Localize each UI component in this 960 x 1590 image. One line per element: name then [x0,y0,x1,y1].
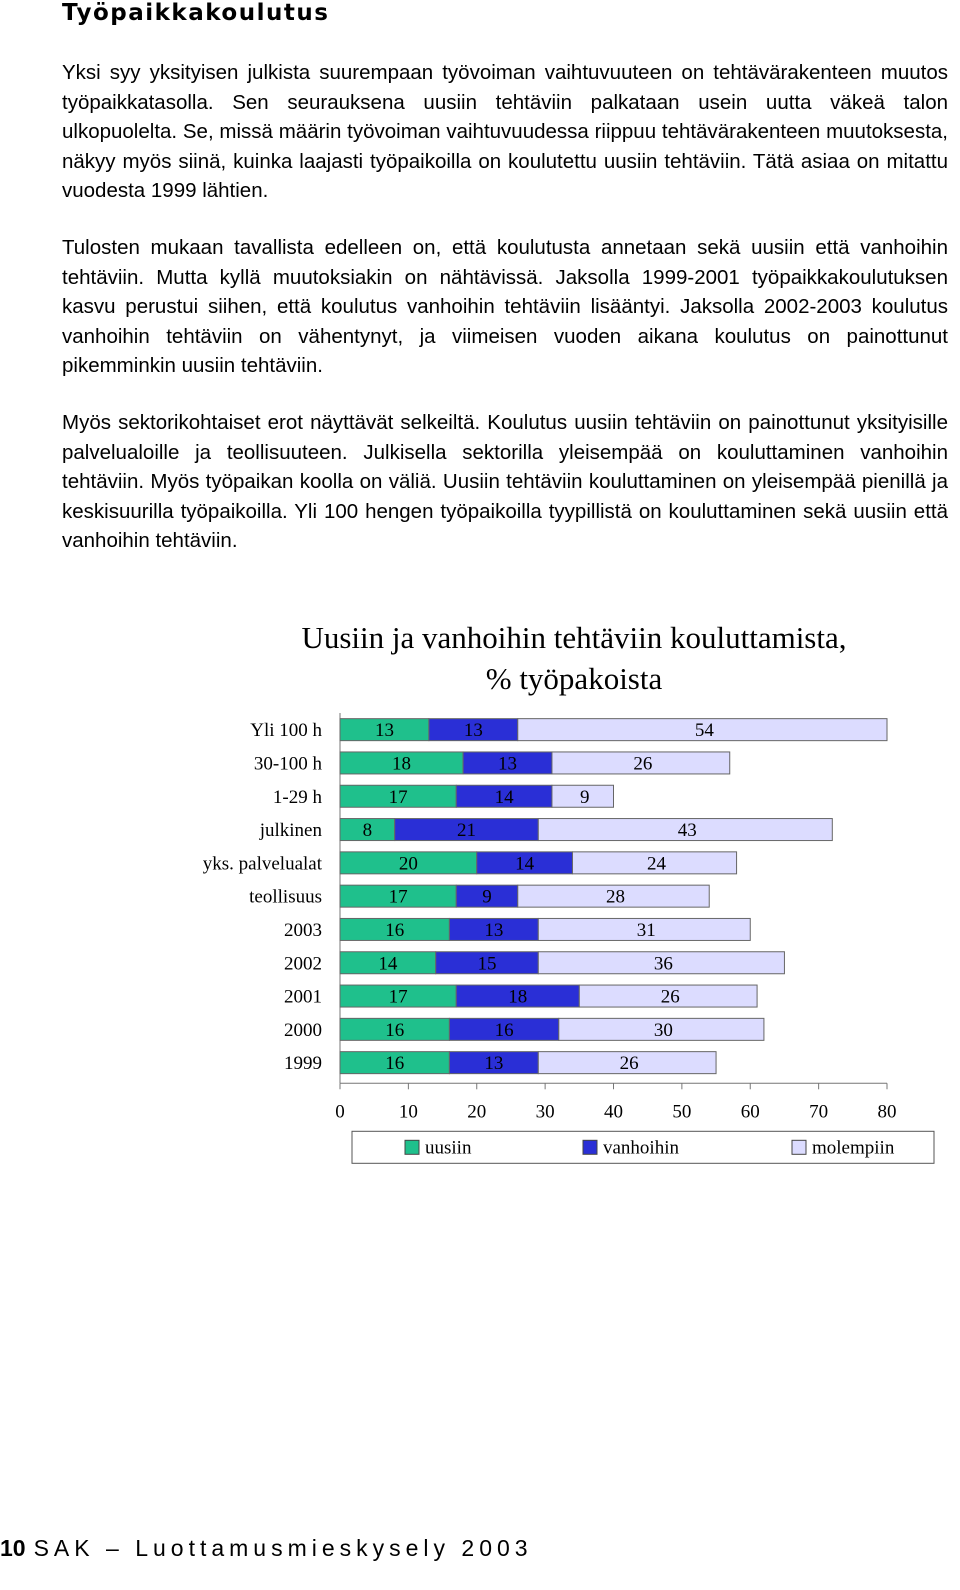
data-label: 13 [374,720,394,742]
category-label: yks. palvelualat [202,853,322,875]
category-label: julkinen [259,820,322,842]
x-tick-label: 60 [740,1101,760,1123]
data-label: 24 [647,853,667,875]
data-label: 36 [653,953,673,975]
category-label: 2000 [284,1019,322,1041]
legend-label: uusiin [425,1137,472,1159]
chart-title: % työpakoista [485,661,663,696]
section-heading: Työpaikkakoulutus [62,0,330,26]
x-tick-label: 0 [335,1101,345,1123]
data-label: 16 [494,1019,514,1041]
data-label: 9 [579,786,590,808]
category-label: 1-29 h [272,786,322,808]
data-label: 13 [484,1053,504,1075]
category-label: 2003 [284,919,322,941]
x-tick-label: 10 [398,1101,418,1123]
data-label: 16 [385,1019,405,1041]
data-label: 15 [477,953,497,975]
data-label: 17 [388,886,408,908]
data-label: 18 [508,986,528,1008]
data-label: 21 [456,820,476,842]
category-label: 2002 [284,953,322,975]
data-label: 54 [694,720,714,742]
data-label: 18 [392,753,412,775]
category-label: 1999 [284,1053,322,1075]
category-label: teollisuus [249,886,322,908]
legend-swatch-uusiin [405,1140,419,1154]
data-label: 13 [498,753,518,775]
data-label: 14 [515,853,535,875]
page-number: 10 [0,1535,26,1561]
legend-swatch-vanhoihin [583,1140,597,1154]
data-label: 13 [463,720,483,742]
legend-label: molempiin [812,1137,895,1159]
stacked-bar-chart [0,600,960,1190]
x-tick-label: 20 [467,1101,487,1123]
data-label: 8 [362,820,373,842]
data-label: 17 [388,786,408,808]
legend-swatch-molempiin [792,1140,806,1154]
data-label: 14 [494,786,514,808]
chart-title: Uusiin ja vanhoihin tehtäviin kouluttamista, [301,620,847,655]
category-label: 2001 [284,986,322,1008]
page-footer [0,1535,533,1562]
x-tick-label: 70 [809,1101,829,1123]
data-label: 26 [619,1053,639,1075]
data-label: 43 [677,820,697,842]
x-tick-label: 30 [535,1101,555,1123]
paragraph: Myös sektorikohtaiset erot näyttävät selkeiltä. Koulutus uusiin tehtäviin on painottunut yksityisille palvelualoille ja teollisuuteen. Julkisella sektorilla yleisempää on kouluttaminen vanhoihin tehtäviin. Myös työpaikan koolla on väliä. Uusiin tehtäviin kouluttaminen on yleisempää pienillä ja keskisuurilla työpaikoilla. Yli 100 hengen työpaikoilla tyypillistä on kouluttaminen sekä uusiin että vanhoihin tehtäviin. [62,411,948,552]
category-label: Yli 100 h [250,720,322,742]
legend-label: vanhoihin [603,1137,679,1159]
paragraph: Yksi syy yksityisen julkista suurempaan työvoiman vaihtuvuuteen on tehtävärakenteen muutos työpaikkatasolla. Sen seurauksena uusiin tehtäviin palkataan usein uutta väkeä talon ulkopuolelta. Se, missä määrin työvoiman vaihtuvuudessa riippuu tehtävärakenteen muutoksesta, näkyy myös siinä, kuinka laajasti työpaikoilla on koulutettu uusiin tehtäviin. Tätä asiaa on mitattu vuodesta 1999 lähtien. [62,61,948,202]
data-label: 20 [398,853,418,875]
data-label: 30 [653,1019,673,1041]
x-tick-label: 40 [604,1101,623,1123]
data-label: 9 [482,886,492,908]
data-label: 17 [388,986,408,1008]
paragraph: Tulosten mukaan tavallista edelleen on, että koulutusta annetaan sekä uusiin että vanhoihin tehtäviin. Mutta kyllä muutoksiakin on nähtävissä. Jaksolla 1999-2001 työpaikkakoulutuksen kasvu perustui siihen, että koulutus vanhoihin tehtäviin lisääntyi. Jaksolla 2002-2003 koulutus vanhoihin tehtäviin on vähentynyt, ja viimeisen vuoden aikana koulutus on painottunut pikemminkin uusiin tehtäviin. [62,236,948,377]
data-label: 13 [484,919,504,941]
x-tick-label: 50 [672,1101,692,1123]
x-tick-label: 80 [877,1101,897,1123]
publication-name: SAK – Luottamusmieskysely 2003 [33,1535,533,1561]
data-label: 28 [606,886,625,908]
data-label: 26 [633,753,653,775]
data-label: 16 [385,1053,405,1075]
category-label: 30-100 h [253,753,322,775]
data-label: 16 [385,919,405,941]
data-label: 26 [660,986,680,1008]
data-label: 31 [636,919,656,941]
data-label: 14 [378,953,398,975]
